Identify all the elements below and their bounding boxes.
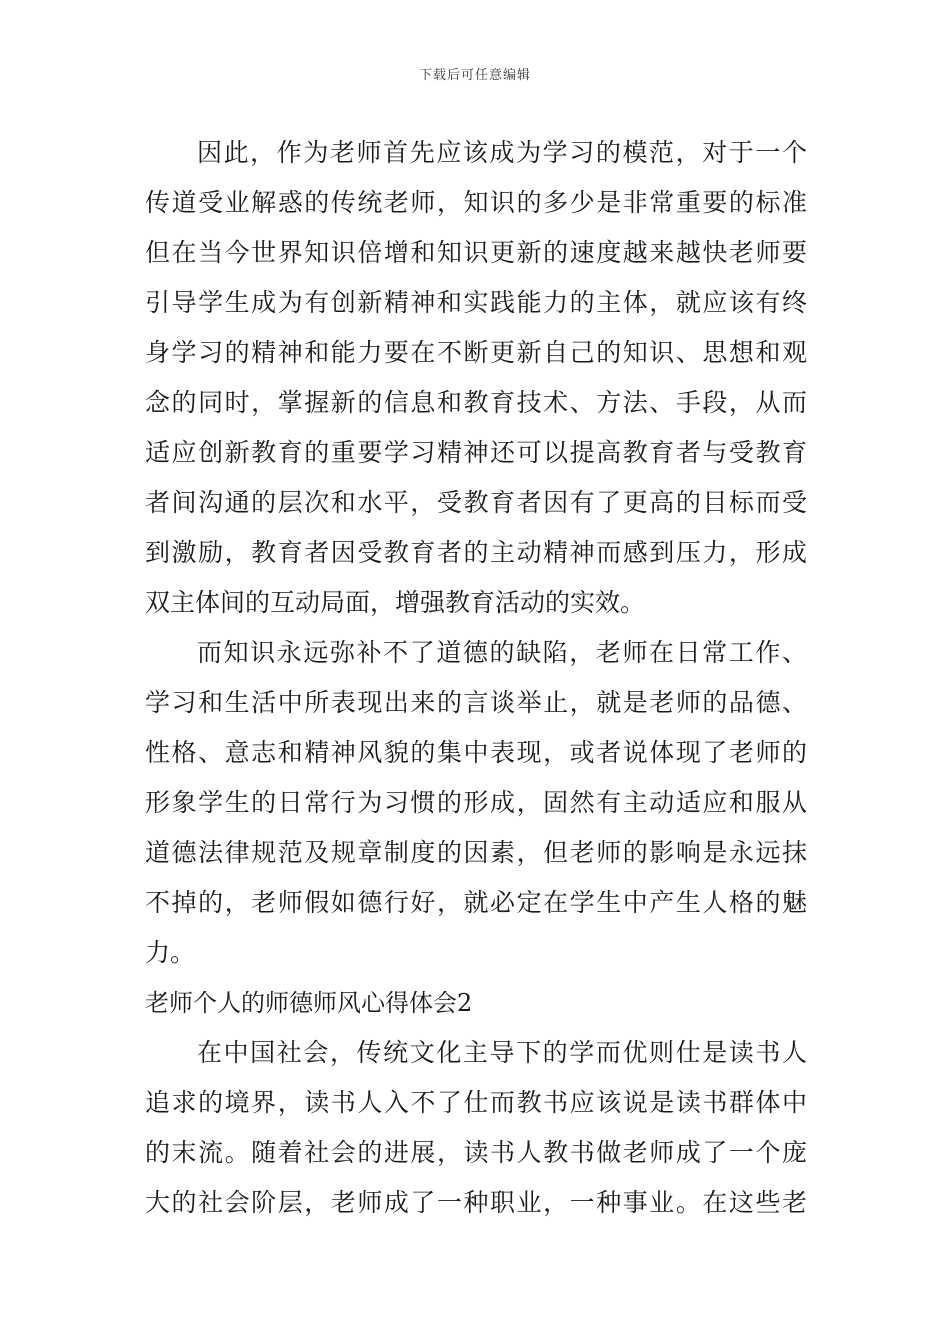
paragraph-2 — [145, 628, 807, 978]
paragraph-line: 到激励，教育者因受教育者的主动精神而感到压力，形成 — [145, 538, 807, 567]
paragraph-line: 者间沟通的层次和水平，受教育者因有了更高的目标而受 — [145, 488, 807, 517]
document-body — [145, 128, 807, 1228]
paragraph-line: 但在当今世界知识倍增和知识更新的速度越来越快老师要 — [145, 238, 807, 267]
paragraph-3 — [145, 1028, 807, 1228]
paragraph-line: 形象学生的日常行为习惯的形成，固然有主动适应和服从 — [145, 788, 807, 817]
paragraph-line: 不掉的，老师假如德行好，就必定在学生中产生人格的魅 — [145, 888, 807, 917]
paragraph-line: 双主体间的互动局面，增强教育活动的实效。 — [145, 588, 646, 617]
paragraph-line: 引导学生成为有创新精神和实践能力的主体，就应该有终 — [145, 288, 807, 317]
paragraph-line: 大的社会阶层，老师成了一种职业，一种事业。在这些老 — [145, 1188, 807, 1217]
paragraph-line: 而知识永远弥补不了道德的缺陷，老师在日常工作、 — [197, 638, 807, 667]
paragraph-line: 在中国社会，传统文化主导下的学而优则仕是读书人 — [197, 1038, 807, 1067]
header-note: 下载后可任意编辑 — [418, 68, 531, 83]
paragraph-line: 的末流。随着社会的进展，读书人教书做老师成了一个庞 — [145, 1138, 807, 1167]
paragraph-line: 追求的境界，读书人入不了仕而教书应该说是读书群体中 — [145, 1088, 807, 1117]
paragraph-line: 因此，作为老师首先应该成为学习的模范，对于一个 — [197, 138, 807, 167]
paragraph-line: 传道受业解惑的传统老师，知识的多少是非常重要的标准 — [145, 188, 807, 217]
paragraph-line: 适应创新教育的重要学习精神还可以提高教育者与受教育 — [145, 438, 807, 467]
paragraph-line: 道德法律规范及规章制度的因素，但老师的影响是永远抹 — [145, 838, 807, 867]
paragraph-line: 身学习的精神和能力要在不断更新自己的知识、思想和观 — [145, 338, 807, 367]
section-heading: 老师个人的师德师风心得体会2 — [145, 989, 473, 1017]
paragraph-1 — [145, 128, 807, 628]
paragraph-line: 念的同时，掌握新的信息和教育技术、方法、手段，从而 — [145, 388, 807, 417]
paragraph-line: 学习和生活中所表现出来的言谈举止，就是老师的品德、 — [145, 688, 807, 717]
paragraph-line: 力。 — [145, 938, 196, 967]
paragraph-line: 性格、意志和精神风貌的集中表现，或者说体现了老师的 — [145, 738, 807, 767]
